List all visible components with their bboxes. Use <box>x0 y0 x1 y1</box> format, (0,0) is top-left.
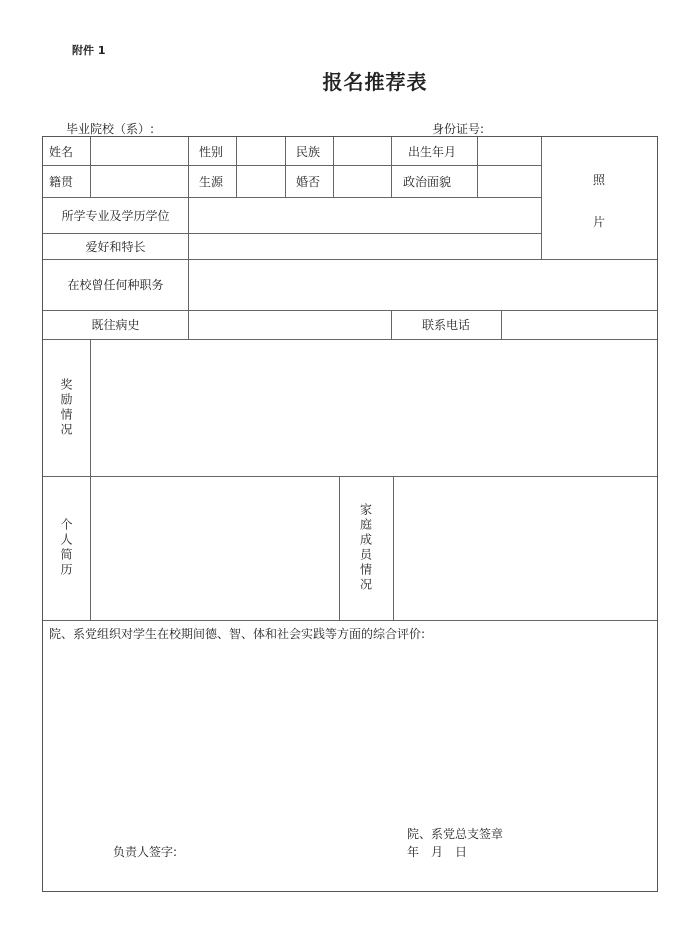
page-title: 报名推荐表 <box>322 70 428 94</box>
grid-line <box>393 476 394 620</box>
political-status-label: 政治面貌 <box>403 174 452 189</box>
ethnicity-label: 民族 <box>296 144 321 159</box>
gender-label: 性别 <box>199 144 224 159</box>
grid-line <box>43 165 541 166</box>
evaluation-label: 院、系党组织对学生在校期间德、智、体和社会实践等方面的综合评价: <box>49 627 426 641</box>
name-label: 姓名 <box>49 144 74 159</box>
native-place-label: 籍贯 <box>49 174 74 189</box>
resume-label: 个人简历 <box>59 518 73 578</box>
phone-label: 联系电话 <box>421 318 470 332</box>
attachment-label: 附件 1 <box>72 44 106 57</box>
registration-form-table <box>42 136 658 892</box>
grid-line <box>541 137 542 259</box>
hobbies-label: 爱好和特长 <box>85 239 146 254</box>
grid-line <box>43 339 657 340</box>
grid-line <box>501 310 502 339</box>
grid-line <box>43 620 657 621</box>
signature-label: 负责人签字: <box>113 845 178 859</box>
major-degree-label: 所学专业及学历学位 <box>61 208 170 223</box>
grid-line <box>477 137 478 197</box>
id-number-label: 身份证号: <box>432 122 485 136</box>
grid-line <box>90 137 91 197</box>
family-members-label: 家庭成员情况 <box>358 503 373 593</box>
birth-date-label: 出生年月 <box>408 144 457 159</box>
grid-line <box>188 259 189 339</box>
marital-status-label: 婚否 <box>296 174 321 189</box>
awards-label: 奖励情况 <box>59 377 73 438</box>
school-label: 毕业院校（系）: <box>66 122 155 136</box>
grid-line <box>391 137 392 197</box>
grid-line <box>90 339 91 620</box>
grid-line <box>333 137 334 197</box>
grid-line <box>188 137 189 259</box>
stamp-label: 院、系党总支签章 <box>407 827 504 841</box>
medical-history-label: 既往病史 <box>91 318 140 332</box>
grid-line <box>285 137 286 197</box>
grid-line <box>236 137 237 197</box>
student-source-label: 生源 <box>199 174 224 189</box>
photo-label-char2: 片 <box>592 214 605 229</box>
date-label: 年 月 日 <box>407 845 468 859</box>
positions-held-label: 在校曾任何种职务 <box>67 278 164 292</box>
photo-label-char1: 照 <box>592 172 605 187</box>
